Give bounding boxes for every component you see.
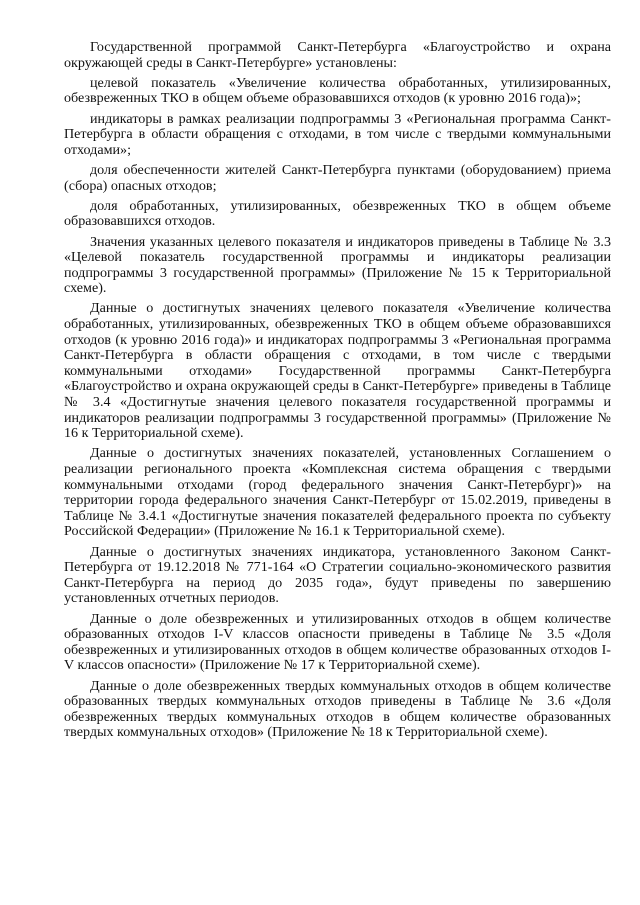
- document-page: [64, 40, 611, 745]
- paragraph-table-3-6: Данные о доле обезвреженных твердых коммунальных отходов в общем количестве образованных твердых коммунальных отходов приведены в Таблице № 3.6 «Доля обезвреженных твердых коммунальных отходов в общем количестве образованных твердых коммунальных отходов» (Приложение № 18 к Территориальной схеме).: [64, 677, 611, 741]
- paragraph-target-indicator: целевой показатель «Увеличение количества обработанных, утилизированных, обезвреженных ТКО в общем объеме образовавшихся отходов (к уровню 2016 года)»;: [64, 74, 611, 107]
- paragraph-strategy-law: Данные о достигнутых значениях индикатора, установленного Законом Санкт-Петербурга от 19.12.2018 № 771-164 «О Стратегии социально-экономического развития Санкт-Петербурга на период до 2035 года», будут приведены по завершению установленных отчетных периодов.: [64, 543, 611, 607]
- paragraph-table-3-3: Значения указанных целевого показателя и индикаторов приведены в Таблице № 3.3 «Целевой показатель государственной программы и индикаторы реализации подпрограммы 3 государственной программы» (Приложение № 15 к Территориальной схеме).: [64, 233, 611, 297]
- paragraph-processed-share: доля обработанных, утилизированных, обезвреженных ТКО в общем объеме образовавшихся отходов.: [64, 197, 611, 230]
- paragraph-table-3-4-1: Данные о достигнутых значениях показателей, установленных Соглашением о реализации регионального проекта «Комплексная система обращения с твердыми коммунальными отходами (город федерального значения Санкт-Петербург)» на территории города федерального значения Санкт-Петербург от 15.02.2019, приведены в Таблице № 3.4.1 «Достигнутые значения показателей федерального проекта по субъекту Российской Федерации» (Приложение № 16.1 к Территориальной схеме).: [64, 445, 611, 540]
- paragraph-programme-intro: Государственной программой Санкт-Петербурга «Благоустройство и охрана окружающей среды в Санкт-Петербурге» установлены:: [64, 39, 611, 71]
- paragraph-hazardous-waste-points: доля обеспеченности жителей Санкт-Петербурга пунктами (оборудованием) приема (сбора) опасных отходов;: [64, 161, 611, 194]
- paragraph-table-3-4: Данные о достигнутых значениях целевого показателя «Увеличение количества обработанных, утилизированных, обезвреженных ТКО в общем объеме образовавшихся отходов (к уровню 2016 года)» и индикаторах подпрограммы 3 «Региональная программа Санкт-Петербурга в области обращения с отходами, в том числе с твердыми коммунальными отходами» Государственной программы Санкт-Петербурга «Благоустройство и охрана окружающей среды в Санкт-Петербурге» приведены в Таблице № 3.4 «Достигнутые значения целевого показателя государственной программы и индикаторов реализации подпрограммы 3 государственной программы» (Приложение № 16 к Территориальной схеме).: [64, 300, 611, 442]
- paragraph-table-3-5: Данные о доле обезвреженных и утилизированных отходов в общем количестве образованных отходов I-V классов опасности приведены в Таблице № 3.5 «Доля обезвреженных и утилизированных отходов в общем количестве образованных отходов I-V классов опасности» (Приложение № 17 к Территориальной схеме).: [64, 610, 611, 674]
- paragraph-subprogramme-indicators: индикаторы в рамках реализации подпрограммы 3 «Региональная программа Санкт-Петербурга в области обращения с отходами, в том числе с твердыми коммунальными отходами»;: [64, 110, 611, 158]
